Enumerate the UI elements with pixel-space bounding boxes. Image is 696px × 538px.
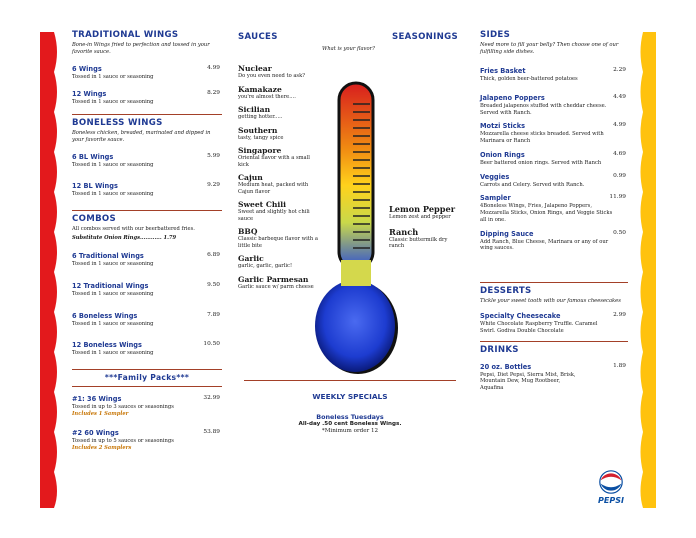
- item-desc: Tossed in up to 3 sauces or seasonings: [72, 404, 174, 411]
- item-name: Jalapeno Poppers: [480, 93, 545, 102]
- sauce-name: Sweet Chili: [238, 200, 287, 209]
- traditional-wings-desc: Bone-in Wings fried to perfection and tossed in your favorite sauce.: [72, 42, 210, 56]
- item-name: 6 Boneless Wings: [72, 311, 138, 320]
- sauce-desc: you're almost there....: [238, 93, 296, 100]
- item-name: 12 Traditional Wings: [72, 281, 149, 290]
- menu-item: [72, 312, 222, 328]
- item-price: 2.99: [613, 312, 626, 319]
- item-price: 5.99: [207, 152, 220, 159]
- item-price: 4.49: [613, 93, 626, 100]
- item-note: Includes 1 Sampler: [72, 410, 129, 417]
- menu-item: [480, 67, 628, 83]
- item-name: #1: 36 Wings: [72, 395, 122, 404]
- sauce-desc: Oriental flavor with a small kick: [238, 155, 310, 168]
- sauce-desc: Do you even need to ask?: [238, 73, 306, 79]
- seasoning-name: Lemon Pepper: [389, 204, 456, 214]
- item-name: Motzi Sticks: [480, 122, 526, 131]
- sauce-item: [238, 105, 318, 121]
- sauce-name: Singapore: [238, 146, 282, 155]
- sauces-list: [238, 64, 318, 290]
- pepsi-globe-icon: [596, 470, 626, 494]
- left-column: [72, 30, 222, 451]
- right-column: [480, 30, 628, 392]
- sides-title: SIDES: [480, 30, 511, 40]
- special-line2: *Minimum order 12: [321, 428, 379, 435]
- item-name: #2 60 Wings: [72, 428, 119, 437]
- sauce-item: [238, 200, 318, 222]
- seasonings-title: SEASONINGS: [391, 32, 458, 42]
- sauce-name: Southern: [238, 125, 278, 135]
- sauce-desc: Medium heat, packed with Cajun flavor: [238, 182, 309, 195]
- section-divider: [72, 210, 222, 211]
- item-desc: Mozzarella cheese sticks breaded. Served with Marinara or Ranch: [480, 131, 604, 145]
- menu-item: [480, 94, 628, 117]
- seasoning-item: [389, 227, 461, 250]
- item-price: 53.89: [203, 428, 220, 435]
- combos-title: COMBOS: [72, 214, 117, 225]
- section-divider: [480, 341, 628, 342]
- item-desc: Carrots and Celery. Served with Ranch.: [480, 181, 585, 188]
- item-desc: Beer battered onion rings. Served with Ranch: [480, 159, 602, 166]
- item-name: 6 Traditional Wings: [72, 252, 144, 261]
- item-desc: 4Boneless Wings, Fries, Jalapeno Poppers, Mozzarella Sticks, Onion Rings, and Veggie Sticks all in one.: [480, 203, 613, 223]
- item-price: 0.99: [613, 172, 626, 179]
- menu-item: [72, 90, 222, 106]
- menu-item: [480, 194, 628, 223]
- seasoning-desc: Classic buttermilk dry ranch: [389, 236, 448, 249]
- sauce-name: Kamakaze: [238, 84, 282, 94]
- sides-desc: Need more to fill your belly? Then choose one of our fulfilling side dishes.: [480, 42, 619, 56]
- item-price: 8.29: [207, 89, 220, 96]
- pepsi-logo: [591, 470, 631, 505]
- sauce-name: Sicilian: [238, 105, 271, 114]
- item-name: Fries Basket: [480, 67, 526, 76]
- item-price: 7.89: [207, 311, 220, 318]
- menu-item: [72, 395, 222, 417]
- family-packs-section: [72, 373, 222, 451]
- item-desc: Tossed in 1 sauce or seasoning: [72, 98, 154, 105]
- menu-item: [480, 122, 628, 145]
- item-name: 12 Wings: [72, 89, 107, 98]
- item-price: 32.99: [203, 395, 220, 402]
- sauce-name: BBQ: [238, 227, 258, 236]
- item-price: 4.69: [613, 150, 626, 157]
- item-name: Onion Rings: [480, 150, 525, 159]
- menu-item: [480, 363, 628, 392]
- drinks-title: DRINKS: [480, 344, 519, 355]
- menu-item: [72, 182, 222, 198]
- sauce-item: [238, 85, 318, 101]
- boneless-wings-title: BONELESS WINGS: [72, 117, 163, 128]
- right-yellow-stripe: [638, 32, 656, 508]
- traditional-wings-title: TRADITIONAL WINGS: [72, 30, 179, 40]
- item-desc: Add Ranch, Blue Cheese, Marinara or any of our wing sauces.: [480, 238, 609, 252]
- item-name: Sampler: [480, 194, 511, 203]
- item-price: 4.99: [207, 65, 220, 72]
- pepsi-logo-text: PEPSI: [598, 496, 624, 505]
- sauce-desc: garlic, garlic, garlic!: [238, 263, 293, 269]
- item-name: 12 BL Wings: [72, 182, 118, 191]
- sauce-item: [238, 254, 318, 270]
- item-desc: Tossed in 1 sauce or seasoning: [72, 261, 154, 268]
- sauce-item: [238, 146, 318, 168]
- traditional-wings-section: [72, 30, 222, 106]
- menu-item: [480, 173, 628, 189]
- sauce-desc: tasty, tangy spice: [238, 134, 284, 141]
- item-note: Includes 2 Samplers: [72, 444, 132, 451]
- item-name: 12 Boneless Wings: [72, 341, 142, 350]
- item-price: 9.50: [207, 281, 220, 288]
- sauce-item: [238, 126, 318, 142]
- menu-item: [480, 312, 628, 335]
- section-divider: [244, 380, 456, 381]
- sauce-desc: Garlic sauce w/ parm cheese: [238, 283, 314, 290]
- sauce-desc: Classic barbeque flavor with a little bite: [238, 236, 318, 249]
- section-divider: [72, 386, 222, 387]
- seasonings-list: [389, 204, 461, 250]
- left-red-stripe: [40, 32, 60, 508]
- boneless-wings-desc: Boneless chicken, breaded, marinated and dipped in your favorite sauce.: [72, 129, 211, 143]
- sauce-desc: getting hotter.....: [238, 114, 283, 120]
- menu-item: [72, 252, 222, 268]
- item-name: 6 Wings: [72, 65, 102, 74]
- item-desc: Tossed in 1 sauce or seasoning: [72, 161, 154, 168]
- special-line1: All-day .50 cent Boneless Wings.: [298, 421, 402, 427]
- menu-item: [480, 151, 628, 167]
- special-name: Boneless Tuesdays: [316, 413, 384, 421]
- sauce-item: [238, 275, 318, 291]
- drinks-section: [480, 345, 628, 392]
- item-price: 1.89: [613, 362, 626, 369]
- sides-section: [480, 30, 628, 252]
- sauces-title: SAUCES: [238, 32, 278, 42]
- weekly-specials-title: WEEKLY SPECIALS: [312, 392, 388, 401]
- item-name: Specialty Cheesecake: [480, 312, 561, 321]
- item-price: 2.29: [613, 67, 626, 74]
- middle-column: [236, 30, 462, 500]
- item-desc: Tossed in 1 sauce or seasoning: [72, 320, 154, 327]
- combos-substitute: Substitute Onion Rings............ 1.79: [72, 235, 177, 242]
- menu-item: [72, 282, 222, 298]
- seasoning-item: [389, 204, 461, 221]
- combos-desc: All combos served with our beerbattered fries.: [72, 226, 195, 233]
- item-desc: Tossed in 1 sauce or seasoning: [72, 350, 154, 357]
- sauce-item: [238, 173, 318, 195]
- item-desc: Tossed in 1 sauce or seasoning: [72, 290, 154, 297]
- sauce-name: Garlic: [238, 254, 264, 263]
- sauces-subtitle: What is your flavor?: [322, 46, 375, 52]
- boneless-wings-section: [72, 118, 222, 199]
- item-name: 20 oz. Bottles: [480, 362, 532, 371]
- item-price: 0.50: [613, 229, 626, 236]
- item-desc: Tossed in 1 sauce or seasoning: [72, 191, 154, 198]
- desserts-desc: Tickle your sweet tooth with our famous cheesecakes: [480, 298, 621, 305]
- sauce-desc: Sweet and slightly hot chili sauce: [238, 209, 310, 222]
- combos-section: [72, 214, 222, 357]
- item-price: 4.99: [613, 122, 626, 129]
- section-divider: [480, 282, 628, 283]
- desserts-title: DESSERTS: [480, 286, 532, 297]
- item-desc: White Chocolate Raspberry Truffle. Caramel Swirl. Godiva Double Chocolate: [480, 321, 598, 334]
- item-name: Veggies: [480, 172, 510, 181]
- menu-item: [480, 230, 628, 253]
- seasoning-name: Ranch: [389, 226, 419, 237]
- item-name: 6 BL Wings: [72, 152, 114, 161]
- sauce-item: [238, 227, 318, 249]
- item-desc: Pepsi, Diet Pepsi, Sierra Mist, Brisk, Mountain Dew, Mug Rootbeer, Aquafina: [480, 371, 576, 392]
- item-desc: Breaded jalapenos stuffed with cheddar cheese. Served with Ranch.: [480, 102, 607, 116]
- sauce-name: Garlic Parmesan: [238, 274, 309, 284]
- item-price: 10.50: [203, 341, 220, 348]
- weekly-specials-section: [244, 392, 456, 436]
- menu-item: [72, 341, 222, 357]
- menu-item: [72, 153, 222, 169]
- item-price: 9.29: [207, 182, 220, 189]
- desserts-section: [480, 286, 628, 335]
- item-desc: Tossed in up to 5 sauces or seasonings: [72, 437, 174, 444]
- section-divider: [72, 369, 222, 370]
- section-divider: [72, 114, 222, 115]
- seasoning-desc: Lemon zest and pepper: [389, 214, 451, 220]
- item-price: 6.89: [207, 252, 220, 259]
- family-packs-title: ***Family Packs***: [104, 373, 190, 383]
- item-desc: Tossed in 1 sauce or seasoning: [72, 74, 154, 81]
- item-desc: Thick, golden beer-battered potatoes: [480, 76, 578, 83]
- item-price: 11.99: [609, 194, 626, 201]
- menu-item: [72, 65, 222, 81]
- item-name: Dipping Sauce: [480, 229, 534, 238]
- sauce-name: Cajun: [238, 173, 263, 182]
- sauce-item: [238, 64, 318, 80]
- sauce-name: Nuclear: [238, 64, 272, 73]
- menu-item: [72, 429, 222, 451]
